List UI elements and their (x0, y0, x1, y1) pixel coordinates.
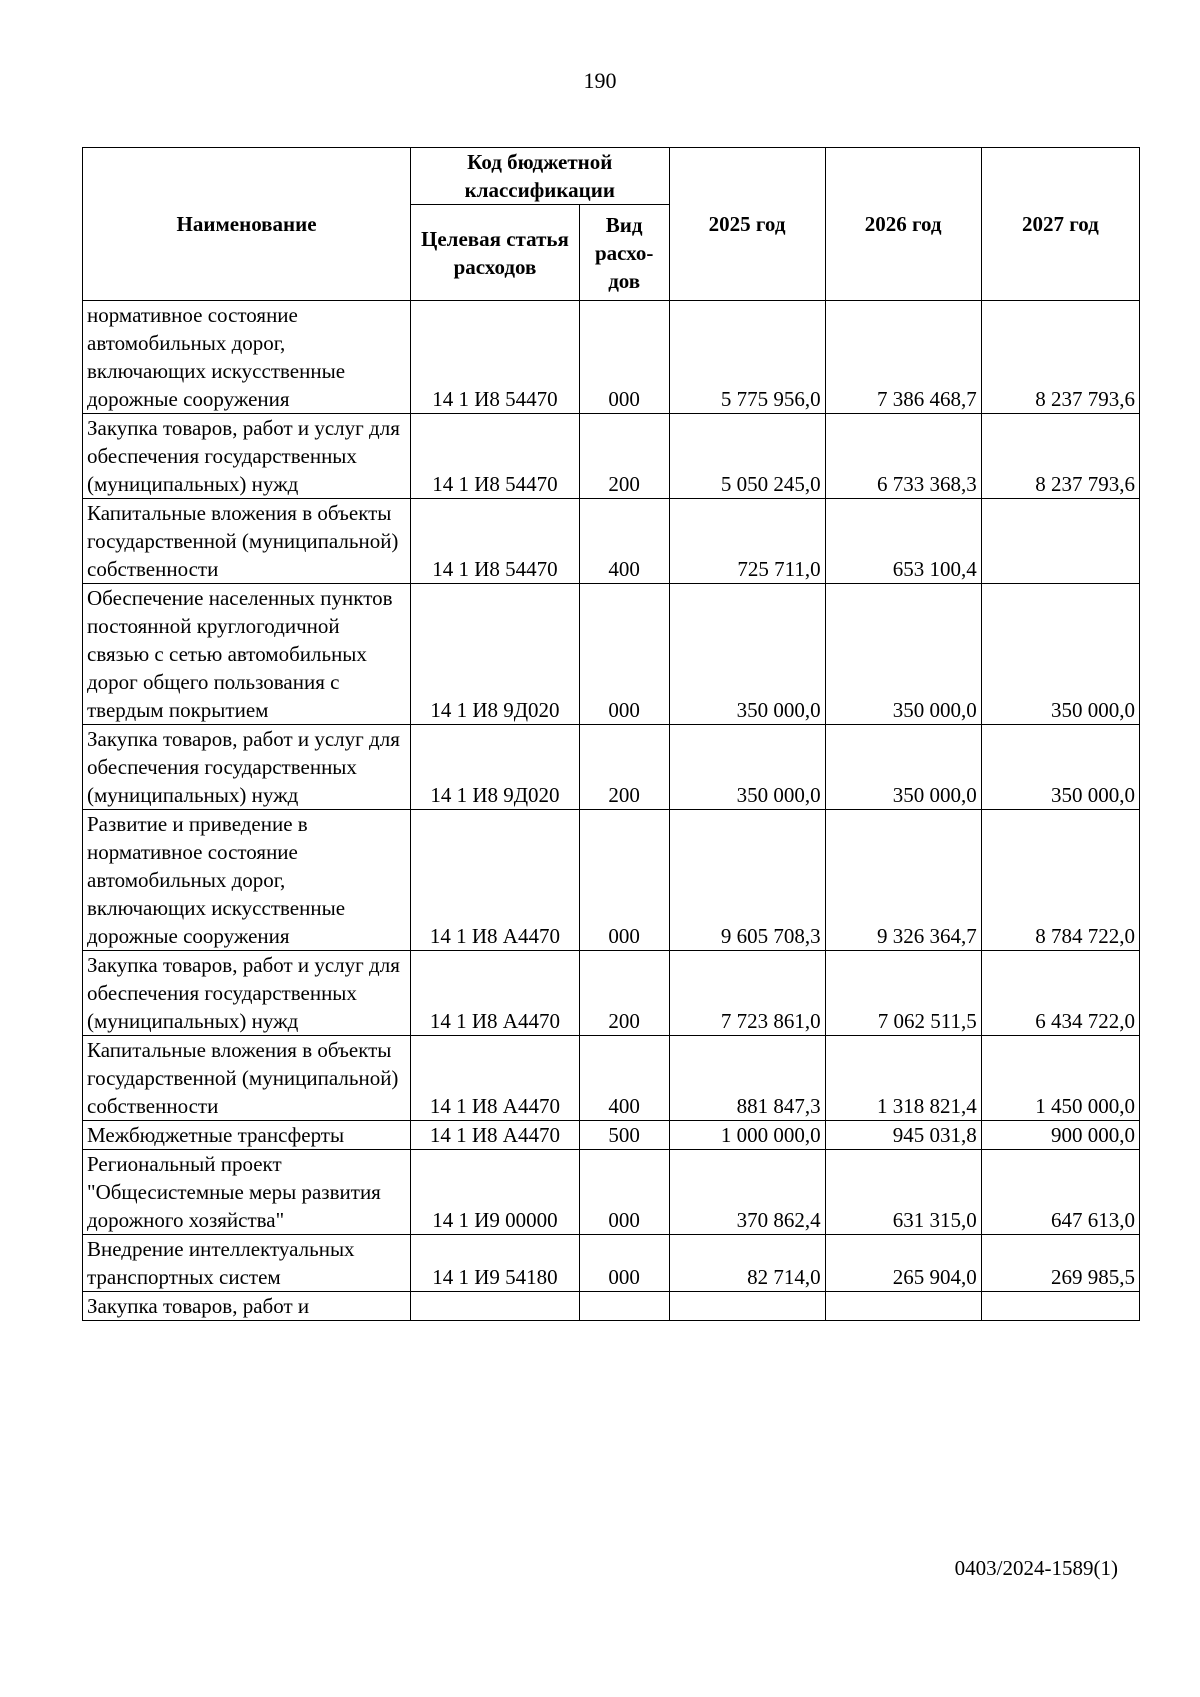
table-row (83, 301, 1140, 414)
table-row (83, 1292, 1140, 1321)
row-name-cell: Закупка товаров, работ и (83, 1292, 411, 1321)
row-2025-value-cell: 1 000 000,0 (669, 1121, 825, 1150)
table-row (83, 1235, 1140, 1292)
row-2027-value-cell: 647 613,0 (981, 1150, 1139, 1235)
header-expense-type-line-2: расхо- (594, 240, 654, 265)
row-2026-value-cell: 7 062 511,5 (825, 951, 981, 1036)
row-name-cell: Закупка товаров, работ и услуг для обеспечения государственных (муниципальных) нужд (83, 951, 411, 1036)
row-name-cell: Межбюджетные трансферты (83, 1121, 411, 1150)
row-2026-value-cell: 1 318 821,4 (825, 1036, 981, 1121)
row-2027-value-cell: 8 237 793,6 (981, 301, 1139, 414)
header-2027: 2027 год (981, 148, 1139, 301)
row-2025-value-cell: 5 775 956,0 (669, 301, 825, 414)
document-number: 0403/2024-1589(1) (954, 1556, 1118, 1580)
row-2027-value-cell: 6 434 722,0 (981, 951, 1139, 1036)
row-2027-value-cell: 1 450 000,0 (981, 1036, 1139, 1121)
row-2026-value-cell: 945 031,8 (825, 1121, 981, 1150)
row-target-code-cell: 14 1 И8 9Д020 (411, 584, 580, 725)
row-name-cell: Капитальные вложения в объекты государственной (муниципальной) собственности (83, 1036, 411, 1121)
row-expense-type-cell: 000 (579, 584, 669, 725)
row-expense-type-cell (579, 1292, 669, 1321)
row-expense-type-cell: 500 (579, 1121, 669, 1150)
row-target-code-cell (411, 1292, 580, 1321)
row-target-code-cell: 14 1 И9 00000 (411, 1150, 580, 1235)
row-2027-value-cell: 900 000,0 (981, 1121, 1139, 1150)
row-2027-value-cell: 8 237 793,6 (981, 414, 1139, 499)
row-2025-value-cell: 350 000,0 (669, 584, 825, 725)
header-2025: 2025 год (669, 148, 825, 301)
row-expense-type-cell: 200 (579, 725, 669, 810)
header-target-article: Целевая статья расходов (411, 205, 580, 301)
header-2026: 2026 год (825, 148, 981, 301)
row-2026-value-cell (825, 1292, 981, 1321)
row-expense-type-cell: 200 (579, 951, 669, 1036)
row-2026-value-cell: 7 386 468,7 (825, 301, 981, 414)
row-target-code-cell: 14 1 И8 54470 (411, 301, 580, 414)
table-row (83, 584, 1140, 725)
row-expense-type-cell: 000 (579, 301, 669, 414)
table-row (83, 1121, 1140, 1150)
row-2026-value-cell: 6 733 368,3 (825, 414, 981, 499)
row-expense-type-cell: 400 (579, 1036, 669, 1121)
row-name-cell: Развитие и приведение в нормативное состояние автомобильных дорог, включающих искусственные дорожные сооружения (83, 810, 411, 951)
row-2027-value-cell (981, 499, 1139, 584)
row-expense-type-cell: 000 (579, 1235, 669, 1292)
row-name-cell: Капитальные вложения в объекты государственной (муниципальной) собственности (83, 499, 411, 584)
table-header (83, 148, 1140, 301)
row-target-code-cell: 14 1 И8 54470 (411, 499, 580, 584)
table-row (83, 1150, 1140, 1235)
budget-table (82, 147, 1140, 1321)
row-target-code-cell: 14 1 И8 А4470 (411, 951, 580, 1036)
row-2026-value-cell: 653 100,4 (825, 499, 981, 584)
table-row (83, 725, 1140, 810)
row-2025-value-cell (669, 1292, 825, 1321)
table-row (83, 810, 1140, 951)
row-expense-type-cell: 000 (579, 1150, 669, 1235)
table-row (83, 951, 1140, 1036)
row-2025-value-cell: 725 711,0 (669, 499, 825, 584)
row-2026-value-cell: 350 000,0 (825, 584, 981, 725)
header-name: Наименование (83, 148, 411, 301)
header-expense-type-line-3: дов (608, 268, 641, 293)
row-2027-value-cell: 269 985,5 (981, 1235, 1139, 1292)
row-2027-value-cell: 8 784 722,0 (981, 810, 1139, 951)
row-2027-value-cell (981, 1292, 1139, 1321)
row-expense-type-cell: 000 (579, 810, 669, 951)
row-name-cell: Закупка товаров, работ и услуг для обеспечения государственных (муниципальных) нужд (83, 725, 411, 810)
row-target-code-cell: 14 1 И8 9Д020 (411, 725, 580, 810)
row-target-code-cell: 14 1 И8 А4470 (411, 1036, 580, 1121)
row-2026-value-cell: 9 326 364,7 (825, 810, 981, 951)
row-2027-value-cell: 350 000,0 (981, 584, 1139, 725)
table-body (83, 301, 1140, 1321)
row-name-cell: нормативное состояние автомобильных дорог, включающих искусственные дорожные сооружения (83, 301, 411, 414)
header-expense-type (579, 205, 669, 301)
row-2025-value-cell: 881 847,3 (669, 1036, 825, 1121)
row-target-code-cell: 14 1 И9 54180 (411, 1235, 580, 1292)
row-expense-type-cell: 400 (579, 499, 669, 584)
row-2026-value-cell: 631 315,0 (825, 1150, 981, 1235)
row-target-code-cell: 14 1 И8 А4470 (411, 1121, 580, 1150)
row-expense-type-cell: 200 (579, 414, 669, 499)
row-2026-value-cell: 265 904,0 (825, 1235, 981, 1292)
row-2027-value-cell: 350 000,0 (981, 725, 1139, 810)
header-kbk: Код бюджетной классификации (411, 148, 669, 205)
row-name-cell: Внедрение интеллектуальных транспортных систем (83, 1235, 411, 1292)
row-name-cell: Закупка товаров, работ и услуг для обеспечения государственных (муниципальных) нужд (83, 414, 411, 499)
table-row (83, 499, 1140, 584)
row-2025-value-cell: 350 000,0 (669, 725, 825, 810)
header-expense-type-line-1: Вид (605, 212, 643, 237)
row-2025-value-cell: 9 605 708,3 (669, 810, 825, 951)
row-2025-value-cell: 5 050 245,0 (669, 414, 825, 499)
row-target-code-cell: 14 1 И8 54470 (411, 414, 580, 499)
row-2026-value-cell: 350 000,0 (825, 725, 981, 810)
row-name-cell: Обеспечение населенных пунктов постоянной круглогодичной связью с сетью автомобильных дорог общего пользования с твердым покрытием (83, 584, 411, 725)
row-2025-value-cell: 7 723 861,0 (669, 951, 825, 1036)
row-name-cell: Региональный проект "Общесистемные меры развития дорожного хозяйства" (83, 1150, 411, 1235)
page-number: 190 (583, 68, 617, 93)
row-2025-value-cell: 82 714,0 (669, 1235, 825, 1292)
row-2025-value-cell: 370 862,4 (669, 1150, 825, 1235)
table-row (83, 414, 1140, 499)
table-row (83, 1036, 1140, 1121)
row-target-code-cell: 14 1 И8 А4470 (411, 810, 580, 951)
